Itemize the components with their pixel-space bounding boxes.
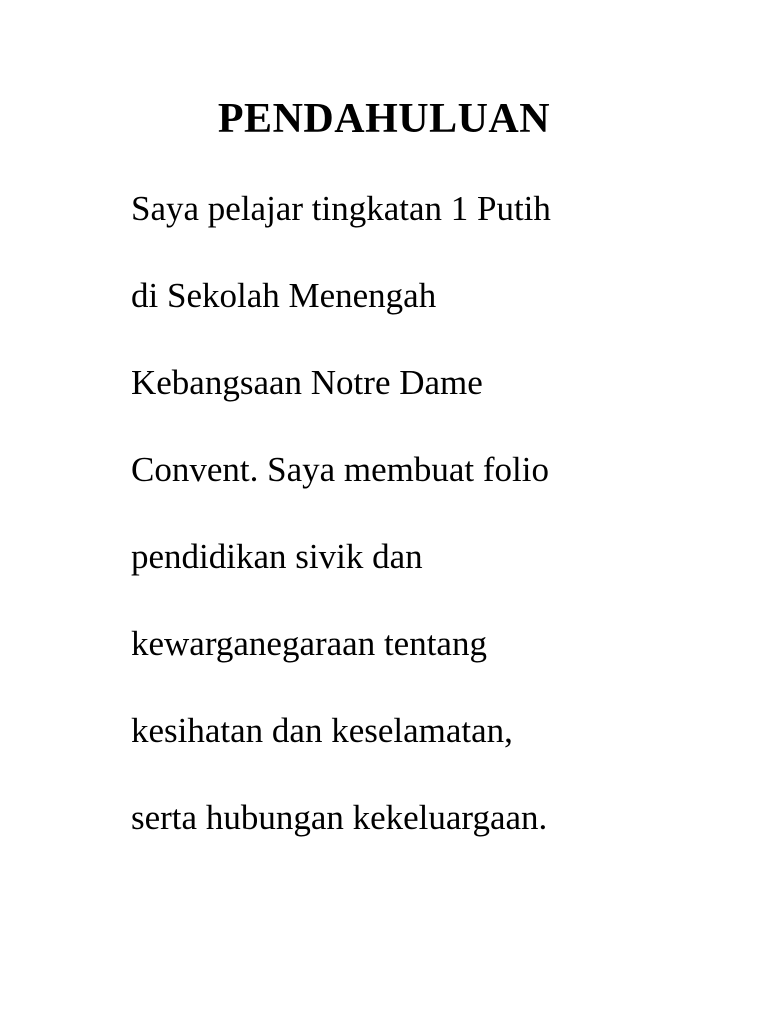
text-line: Saya pelajar tingkatan 1 Putih [131, 189, 551, 228]
text-line: di Sekolah Menengah [131, 276, 437, 315]
text-line: Convent. Saya membuat folio [131, 450, 549, 489]
text-line: kesihatan dan keselamatan, [131, 711, 513, 750]
text-line: serta hubungan kekeluargaan. [131, 798, 548, 837]
text-line: kewarganegaraan tentang [131, 624, 487, 663]
body-text [131, 183, 551, 879]
page-title: PENDAHULUAN [217, 96, 551, 142]
text-line: Kebangsaan Notre Dame [131, 363, 483, 402]
text-line: pendidikan sivik dan [131, 537, 423, 576]
